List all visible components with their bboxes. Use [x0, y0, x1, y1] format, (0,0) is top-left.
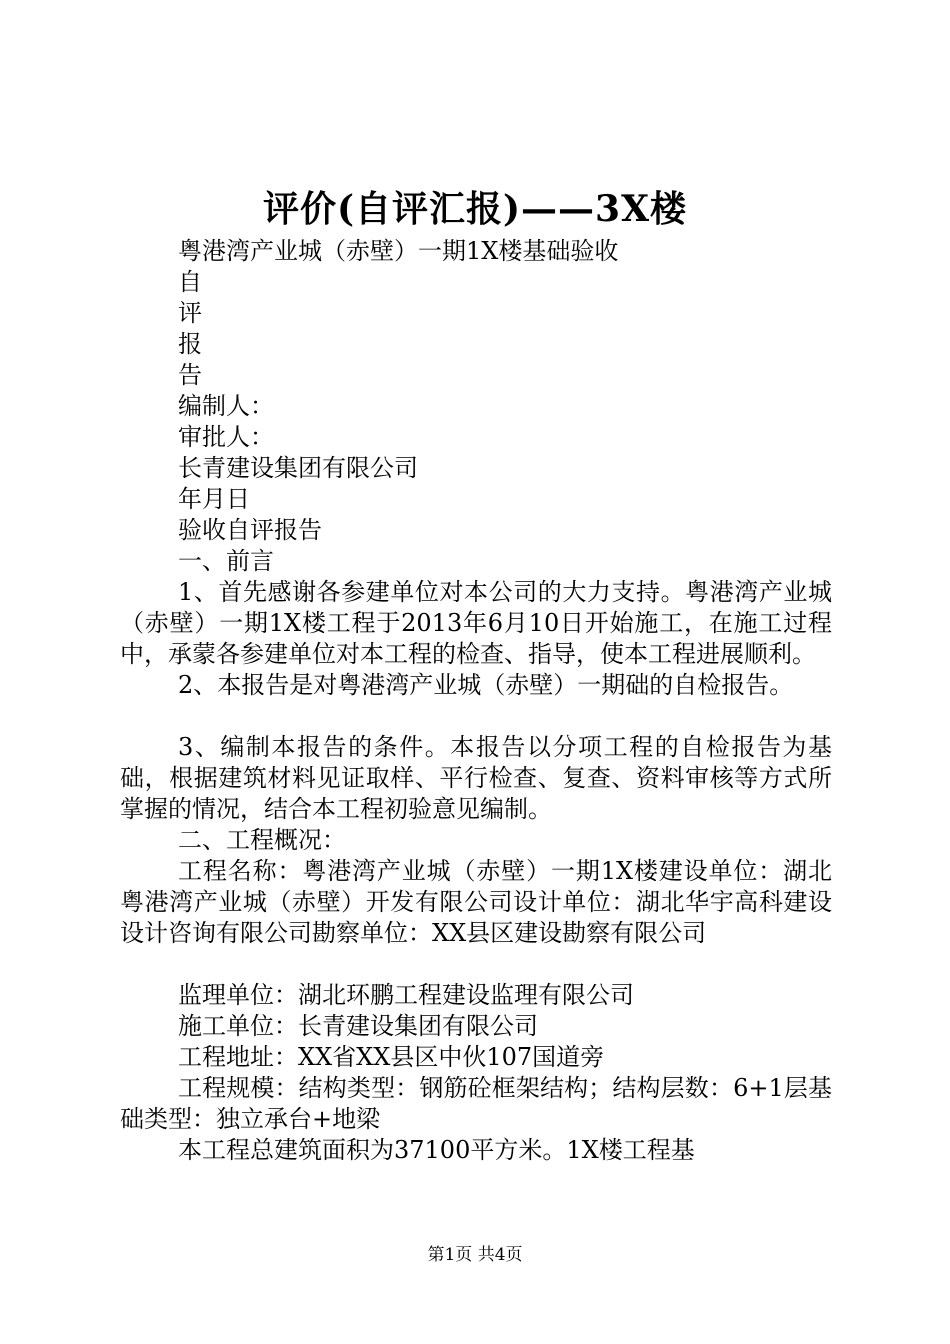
- document-body: [120, 236, 832, 1166]
- text-line: 自: [178, 268, 202, 296]
- paragraph-1: 1、首先感谢各参建单位对本公司的大力支持。粤港湾产业城（赤壁）一期1X楼工程于2013年6月10日开始施工，在施工过程中，承蒙各参建单位对本工程的检查、指导，使本工程进展顺利。: [120, 578, 832, 668]
- page-number: 第1页 共4页: [427, 1245, 523, 1265]
- paragraph-2: 2、本报告是对粤港湾产业城（赤壁）一期础的自检报告。: [178, 671, 794, 699]
- section-heading-preface: 一、前言: [178, 547, 274, 575]
- date-label: 年月日: [178, 485, 250, 513]
- area-line: 本工程总建筑面积为37100平方米。1X楼工程基: [178, 1136, 695, 1164]
- compiler-label: 编制人：: [178, 392, 274, 420]
- approver-label: 审批人：: [178, 423, 274, 451]
- address-line: 工程地址：XX省XX县区中伙107国道旁: [178, 1043, 605, 1071]
- document-title: 评价(自评汇报)——3X楼: [262, 188, 688, 230]
- scale-paragraph: 工程规模：结构类型：钢筋砼框架结构；结构层数：6+1层基础类型：独立承台+地梁: [120, 1074, 832, 1133]
- blank-line: [120, 949, 832, 980]
- text-line: 告: [178, 361, 202, 389]
- text-line: 报: [178, 330, 202, 358]
- text-line: 评: [178, 299, 202, 327]
- report-heading: 验收自评报告: [178, 516, 322, 544]
- contractor-line: 施工单位：长青建设集团有限公司: [178, 1012, 538, 1040]
- company-name: 长青建设集团有限公司: [178, 454, 418, 482]
- supervisor-line: 监理单位：湖北环鹏工程建设监理有限公司: [178, 981, 634, 1009]
- paragraph-3: 3、编制本报告的条件。本报告以分项工程的自检报告为基础，根据建筑材料见证取样、平行检查、复查、资料审核等方式所掌握的情况，结合本工程初验意见编制。: [120, 733, 832, 823]
- text-line: 粤港湾产业城（赤壁）一期1X楼基础验收: [178, 237, 619, 265]
- paragraph-project-info: 工程名称：粤港湾产业城（赤壁）一期1X楼建设单位：湖北粤港湾产业城（赤壁）开发有限公司设计单位：湖北华宇高科建设设计咨询有限公司勘察单位：XX县区建设勘察有限公司: [120, 857, 832, 947]
- section-heading-overview: 二、工程概况：: [178, 826, 346, 854]
- blank-line: [120, 701, 832, 732]
